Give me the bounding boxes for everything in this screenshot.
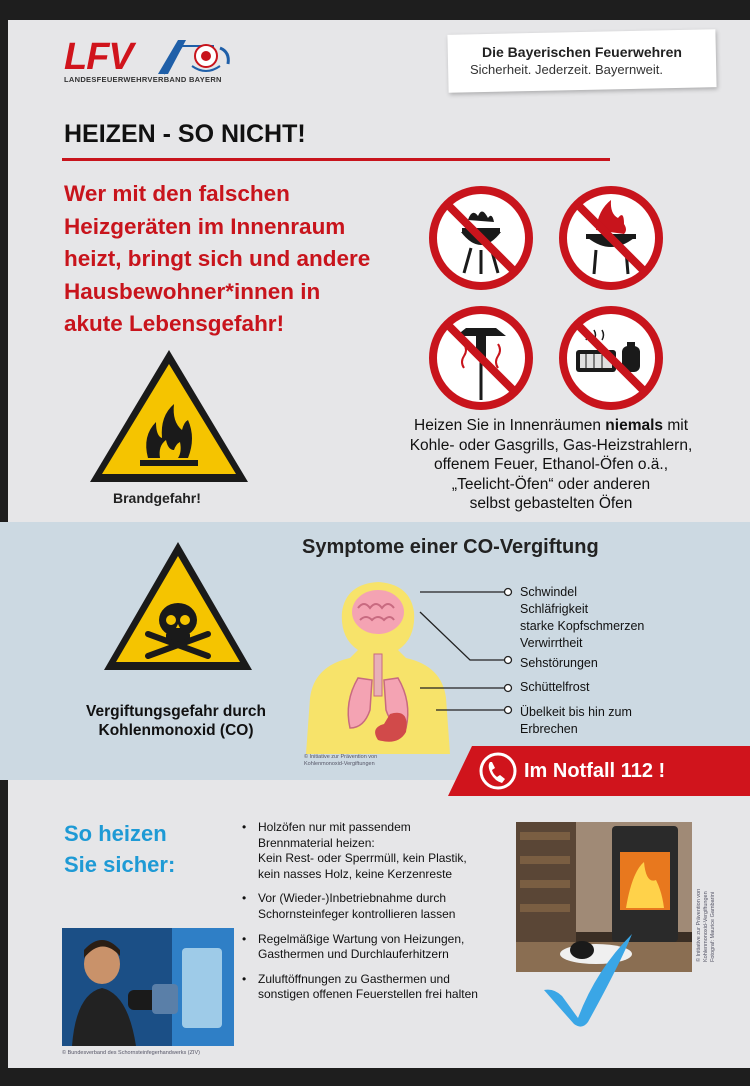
worker-photo-credit: © Bundesverband des Schornsteinfegerhandwerks (ZIV) [62, 1050, 200, 1056]
fire-warning-sign-icon [86, 346, 252, 486]
tagline-card [447, 29, 716, 93]
frame-top [0, 0, 750, 20]
tip-item [240, 972, 530, 1003]
safe-heating-title [64, 818, 175, 880]
tagline-subtitle: Sicherheit. Jederzeit. Bayernweit. [470, 62, 663, 77]
no-gas-heater-icon [563, 310, 659, 406]
never-text-line: offenem Feuer, Ethanol-Öfen o.ä., [433, 456, 669, 473]
symptom-item: Verwirrtheit [520, 636, 583, 650]
tip-line: kein nasses Holz, keine Kerzenreste [258, 866, 453, 881]
poison-label-line: Kohlenmonoxid (CO) [98, 722, 254, 739]
prohibition-icons [426, 178, 676, 414]
tagline-title: Die Bayerischen Feuerwehren [482, 44, 682, 60]
page-title: HEIZEN - SO NICHT! [64, 120, 306, 148]
headline-line: Wer mit den falschen [64, 181, 290, 206]
tip-line: • Regelmäßige Wartung von Heizungen, [258, 931, 465, 946]
tip-line: sonstigen offenen Feuerstellen frei halten [258, 987, 478, 1002]
lfv-logo-letters: LFV [64, 36, 133, 78]
title-divider [62, 158, 610, 161]
emergency-label: Im Notfall [524, 760, 616, 782]
symptom-item: Schwindel [520, 585, 577, 599]
headline-line: akute Lebensgefahr! [64, 311, 285, 336]
frame-bottom [0, 1068, 750, 1086]
symptom-item: Schläfrigkeit [520, 602, 589, 616]
symptoms-credit [304, 754, 377, 768]
tip-line: • Zuluftöffnungen zu Gasthermen und [258, 971, 450, 986]
symptom-group-neuro [520, 584, 644, 652]
safe-title-line: So heizen [64, 821, 167, 846]
credit-line: Kohlenmonoxid-Vergiftungen [703, 891, 709, 962]
tip-line: Kein Rest- oder Sperrmüll, kein Plastik, [258, 851, 467, 866]
never-text-part: Heizen Sie in Innenräumen [414, 417, 606, 434]
never-text-line: Kohle- oder Gasgrills, Gas-Heizstrahlern, [409, 436, 693, 454]
tip-item [240, 891, 530, 922]
never-emphasis: niemals [605, 417, 664, 434]
stove-photo-credit [696, 852, 717, 962]
emergency-number: 112 ! [620, 760, 666, 782]
lfv-crest-icon [156, 36, 236, 76]
symptom-group-nausea [520, 704, 632, 738]
no-charcoal-grill-icon [433, 190, 529, 286]
human-body-illustration-icon [300, 578, 470, 754]
tip-line: Brennmaterial heizen: [258, 835, 375, 850]
poison-warning-label [60, 702, 292, 740]
tip-line: • Holzöfen nur mit passendem [258, 820, 411, 834]
credit-line: Fotograf: Maurice Gambarini [710, 892, 716, 962]
poison-warning-sign-icon [100, 538, 256, 674]
no-patio-heater-icon [433, 310, 529, 406]
emergency-call-text [524, 760, 665, 783]
safe-heating-tips [240, 820, 530, 1012]
never-text-line: selbst gebastelten Öfen [469, 495, 633, 512]
headline-line: Heizgeräten im Innenraum [64, 213, 346, 239]
credit-line: © Initiative zur Prävention von [304, 754, 378, 760]
no-gas-grill-icon [563, 190, 659, 286]
checkmark-icon [540, 930, 636, 1030]
tip-item [240, 820, 530, 882]
never-heat-text [366, 416, 736, 514]
credit-line: Kohlenmonoxid-Vergiftungen [304, 761, 375, 767]
tip-item [240, 932, 530, 963]
safe-title-line: Sie sicher: [64, 852, 176, 877]
symptom-item: Schüttelfrost [520, 680, 590, 694]
symptom-item: Erbrechen [520, 722, 578, 736]
headline [64, 178, 424, 341]
never-text-line: „Teelicht-Öfen“ oder anderen [451, 475, 651, 493]
lfv-logo-subtitle: LANDESFEUERWEHRVERBAND BAYERN [64, 75, 222, 84]
headline-line: heizt, bringt sich und andere [64, 246, 371, 271]
chimney-sweep-photo [62, 928, 234, 1046]
poison-label-line: Vergiftungsgefahr durch [86, 703, 266, 720]
fire-warning-label: Brandgefahr! [113, 490, 201, 506]
tip-line: • Vor (Wieder-)Inbetriebnahme durch [258, 891, 447, 906]
never-text-part: mit [663, 417, 688, 434]
credit-line: © Initiative zur Prävention von [696, 888, 702, 962]
symptoms-title: Symptome einer CO-Vergiftung [302, 536, 599, 558]
tip-line: Gasthermen und Durchlauferhitzern [258, 947, 449, 962]
symptom-item: Sehstörungen [520, 656, 598, 670]
tip-line: Schornsteinfeger kontrollieren lassen [258, 906, 456, 921]
symptom-item: Übelkeit bis hin zum [520, 705, 632, 719]
headline-line: Hausbewohner*innen in [64, 278, 321, 304]
symptom-item: starke Kopfschmerzen [520, 619, 645, 633]
